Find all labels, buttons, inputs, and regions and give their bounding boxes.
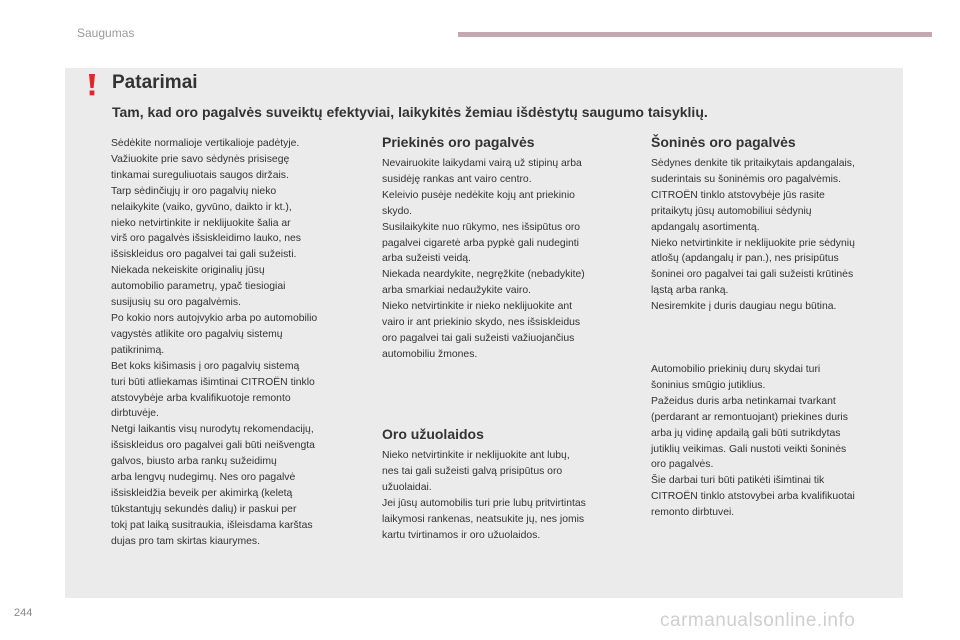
text-line: oro pagalvės. bbox=[651, 459, 714, 471]
side-sensors-text bbox=[651, 362, 855, 521]
curtain-airbags-heading: Oro užuolaidos bbox=[382, 426, 484, 442]
text-line: tokį pat laiką susitraukia, išleisdama karštas bbox=[111, 519, 313, 531]
text-line: vagystės atlikite oro pagalvių sistemų bbox=[111, 328, 283, 340]
text-line: tūkstantųjų sekundės dalių) ir paskui per bbox=[111, 503, 297, 515]
text-line: automobiliu žmones. bbox=[382, 348, 478, 360]
text-line: arba sužeisti veidą. bbox=[382, 253, 471, 265]
text-line: Niekada neardykite, negręžkite (nebadykite) bbox=[382, 269, 585, 281]
text-line: Sėdynes denkite tik pritaikytais apdangalais, bbox=[651, 158, 855, 169]
text-line: galvos, biusto arba rankų sužeidimų bbox=[111, 456, 277, 468]
text-line: tinkamai sureguliuotais saugos diržais. bbox=[111, 169, 289, 181]
text-line: Nieko netvirtinkite ir nieko neklijuokite ant bbox=[382, 301, 573, 313]
exclamation-icon bbox=[84, 73, 100, 97]
text-line: pritaikytų jūsų automobiliui sėdynių bbox=[651, 205, 812, 217]
panel-title: Patarimai bbox=[112, 72, 198, 93]
front-airbags-heading: Priekinės oro pagalvės bbox=[382, 134, 535, 150]
text-line: ląstą arba ranką. bbox=[651, 285, 729, 297]
text-line: susidėję rankas ant vairo centro. bbox=[382, 173, 532, 185]
text-line: arba smarkiai nedaužykite vairo. bbox=[382, 285, 532, 297]
text-line: išsiskleidus oro pagalvei gali būti neišvengta bbox=[111, 440, 315, 452]
text-line: šoninius smūgio jutiklius. bbox=[651, 379, 766, 391]
text-line: Šie darbai turi būti patikėti išimtinai tik bbox=[651, 475, 825, 487]
text-line: dirbtuvėje. bbox=[111, 408, 159, 420]
text-line: turi būti atliekamas išimtinai CITROËN tinklo bbox=[111, 376, 315, 388]
text-line: Bet koks kišimasis į oro pagalvių sistemą bbox=[111, 360, 300, 372]
text-line: apdangalų asortimentą. bbox=[651, 221, 760, 233]
text-line: Tarp sėdinčiųjų ir oro pagalvių nieko bbox=[111, 185, 277, 197]
text-line: remonto dirbtuvei. bbox=[651, 507, 735, 519]
text-line: kartu tvirtinamos ir oro užuolaidos. bbox=[382, 529, 541, 541]
text-line: CITROËN tinklo atstovybėje jūs rasite bbox=[651, 189, 825, 201]
panel-subtitle: Tam, kad oro pagalvės suveiktų efektyviai, laikykitės žemiau išdėstytų saugumo taisyklių. bbox=[112, 104, 708, 120]
section-title: Saugumas bbox=[77, 26, 135, 40]
text-line: automobilio parametrų, ypač tiesiogiai bbox=[111, 281, 286, 293]
text-line: patikrinimą. bbox=[111, 344, 165, 356]
text-line: nelaikykite (vaiko, gyvūno, daikto ir kt.), bbox=[111, 201, 292, 213]
text-line: pagalvei cigaretė arba pypkė gali nudeginti bbox=[382, 237, 579, 249]
text-line: arba lengvų nudegimų. Nes oro pagalvė bbox=[111, 472, 296, 484]
text-line: arba jų vidinę apdailą gali būti sutrikdytas bbox=[651, 427, 841, 439]
text-line: Nieko netvirtinkite ir neklijuokite ant lubų, bbox=[382, 450, 570, 461]
text-line: šoninei oro pagalvei tai gali sužeisti krūtinės bbox=[651, 269, 854, 281]
text-line: Jei jūsų automobilis turi prie lubų pritvirtintas bbox=[382, 497, 586, 509]
text-line: Sėdėkite normalioje vertikalioje padėtyje. bbox=[111, 138, 300, 149]
text-line: vairo ir ant priekinio skydo, nes išsiskleidus bbox=[382, 317, 581, 329]
text-line: Pažeidus duris arba netinkamai tvarkant bbox=[651, 395, 836, 407]
text-line: (perdarant ar remontuojant) priekines duris bbox=[651, 411, 848, 423]
text-line: Netgi laikantis visų nurodytų rekomendacijų, bbox=[111, 424, 314, 436]
text-line: laikymosi rankenas, neatsukite jų, nes jomis bbox=[382, 513, 585, 525]
header-bar bbox=[458, 32, 932, 37]
text-line: nieko netvirtinkite ir neklijuokite šalia ar bbox=[111, 217, 291, 229]
text-line: CITROËN tinklo atstovybei arba kvalifikuotai bbox=[651, 491, 855, 503]
text-line: nes tai gali sužeisti galvą prisipūtus oro bbox=[382, 465, 563, 477]
text-line: dujas pro tam skirtas kiaurymes. bbox=[111, 535, 260, 547]
front-airbags-text bbox=[382, 156, 585, 363]
curtain-airbags-text bbox=[382, 448, 586, 543]
text-line: Važiuokite prie savo sėdynės prisisegę bbox=[111, 153, 290, 165]
text-line: Keleivio pusėje nedėkite kojų ant priekinio bbox=[382, 189, 575, 201]
text-line: Nieko netvirtinkite ir neklijuokite prie sėdynių bbox=[651, 237, 855, 249]
watermark: carmanualsonline.info bbox=[660, 610, 856, 631]
side-airbags-heading: Šoninės oro pagalvės bbox=[651, 134, 796, 150]
side-airbags-text bbox=[651, 156, 855, 315]
text-line: Nevairuokite laikydami vairą už stipinų arba bbox=[382, 158, 582, 169]
general-tips-text bbox=[111, 136, 317, 550]
text-line: skydo. bbox=[382, 205, 413, 217]
text-line: jutiklių veikimas. Gali nustoti veikti šoninės bbox=[651, 443, 847, 455]
text-line: suderintais su šoninėmis oro pagalvėmis. bbox=[651, 173, 842, 185]
text-line: Po kokio nors autoįvykio arba po automobilio bbox=[111, 312, 318, 324]
page-number: 244 bbox=[14, 607, 33, 619]
text-line: atstovybėje arba kvalifikuotoje remonto bbox=[111, 392, 291, 404]
text-line: išsiskleidus oro pagalvei tai gali sužeisti. bbox=[111, 249, 297, 261]
text-line: Automobilio priekinių durų skydai turi bbox=[651, 364, 821, 375]
text-line: Niekada nekeiskite originalių jūsų bbox=[111, 265, 265, 277]
text-line: užuolaidai. bbox=[382, 481, 432, 493]
text-line: išsiskleidžia beveik per akimirką (keletą bbox=[111, 487, 293, 499]
text-line: susijusių su oro pagalvėmis. bbox=[111, 297, 241, 309]
text-line: Susilaikykite nuo rūkymo, nes išsipūtus oro bbox=[382, 221, 581, 233]
text-line: oro pagalvei tai gali sužeisti važiuojančius bbox=[382, 332, 575, 344]
text-line: virš oro pagalvės išsiskleidimo lauko, nes bbox=[111, 233, 301, 245]
text-line: Nesiremkite į duris daugiau negu būtina. bbox=[651, 301, 837, 313]
text-line: atlošų (apdangalų ir pan.), nes prisipūtus bbox=[651, 253, 839, 265]
